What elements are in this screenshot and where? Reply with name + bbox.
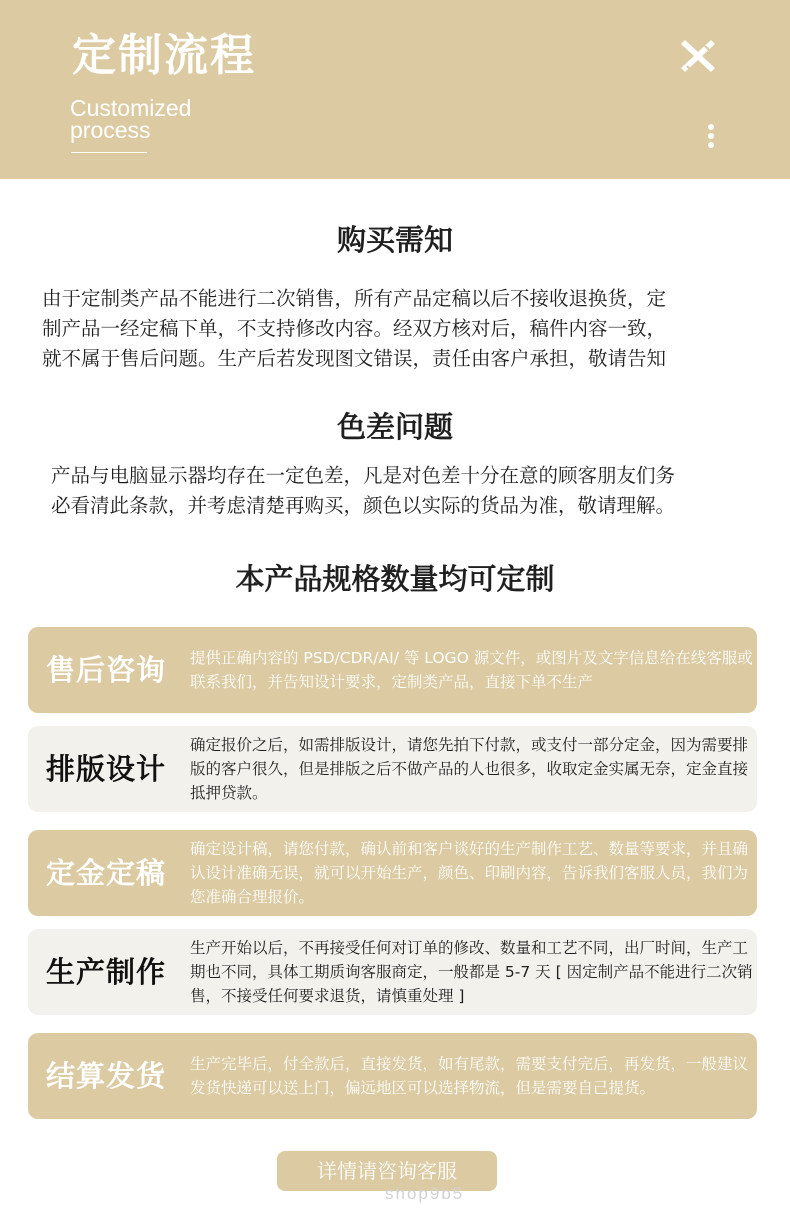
step-card-consult bbox=[28, 627, 757, 713]
contact-support-button[interactable]: 详情请咨询客服 bbox=[277, 1151, 497, 1191]
purchase-notice-line: 由于定制类产品不能进行二次销售，所有产品定稿以后不接收退换货，定 bbox=[42, 287, 667, 310]
purchase-notice-line: 就不属于售后问题。生产后若发现图文错误，责任由客户承担，敬请告知 bbox=[42, 347, 667, 370]
step-description bbox=[190, 627, 755, 713]
page-title: 定制流程 bbox=[72, 30, 256, 81]
step-description-text: 确定报价之后，如需排版设计，请您先拍下付款，或支付一部分定金，因为需要排版的客户很久，但是排版之后不做产品的人也很多，收取定金实属无奈，定金直接抵押贷款。 bbox=[190, 736, 749, 802]
purchase-notice-heading: 购买需知 bbox=[336, 223, 453, 257]
step-description-text: 确定设计稿，请您付款，确认前和客户谈好的生产制作工艺、数量等要求，并且确认设计准确无误，就可以开始生产，颜色、印刷内容，告诉我们客服人员，我们为您准确合理报价。 bbox=[190, 840, 749, 906]
close-x-icon[interactable] bbox=[678, 36, 718, 76]
purchase-notice-line: 制产品一经定稿下单，不支持修改内容。经双方核对后，稿件内容一致， bbox=[42, 317, 667, 340]
more-vertical-icon[interactable] bbox=[704, 124, 718, 152]
step-description-text: 生产开始以后，不再接受任何对订单的修改、数量和工艺不同，出厂时间，生产工期也不同，具体工期质询客服商定，一般都是 5-7 天 [ 因定制产品不能进行二次销售，不接受任何要求退货，请慎重处理 ] bbox=[190, 939, 753, 1005]
watermark: shop9b5 bbox=[385, 1184, 465, 1203]
step-title: 售后咨询 bbox=[46, 653, 167, 687]
step-card-layout bbox=[28, 726, 757, 812]
step-description bbox=[190, 726, 755, 812]
color-diff-heading: 色差问题 bbox=[336, 410, 453, 444]
step-title: 结算发货 bbox=[46, 1059, 167, 1093]
step-description bbox=[190, 830, 755, 916]
step-description-text: 提供正确内容的 PSD/CDR/AI/ 等 LOGO 源文件，或图片及文字信息给在线客服或联系我们，并告知设计要求，定制类产品，直接下单不生产 bbox=[190, 649, 753, 691]
customizable-heading: 本产品规格数量均可定制 bbox=[235, 562, 555, 596]
step-description bbox=[190, 1033, 755, 1119]
page-subtitle: Customized process bbox=[70, 95, 192, 143]
color-diff-line: 必看清此条款，并考虑清楚再购买，颜色以实际的货品为准，敬请理解。 bbox=[51, 494, 676, 517]
step-card-shipping bbox=[28, 1033, 757, 1119]
step-title: 定金定稿 bbox=[46, 856, 167, 890]
color-diff-text bbox=[51, 461, 771, 521]
step-title: 生产制作 bbox=[46, 955, 167, 989]
step-title: 排版设计 bbox=[46, 752, 167, 786]
step-description bbox=[190, 929, 755, 1015]
step-card-production bbox=[28, 929, 757, 1015]
header-banner bbox=[0, 0, 790, 179]
subtitle-underline bbox=[71, 152, 147, 153]
purchase-notice-text bbox=[42, 284, 762, 374]
color-diff-line: 产品与电脑显示器均存在一定色差，凡是对色差十分在意的顾客朋友们务 bbox=[51, 464, 676, 487]
step-card-deposit bbox=[28, 830, 757, 916]
step-description-text: 生产完毕后，付全款后，直接发货，如有尾款，需要支付完后，再发货，一般建议发货快递可以送上门，偏远地区可以选择物流，但是需要自己提货。 bbox=[190, 1055, 749, 1097]
